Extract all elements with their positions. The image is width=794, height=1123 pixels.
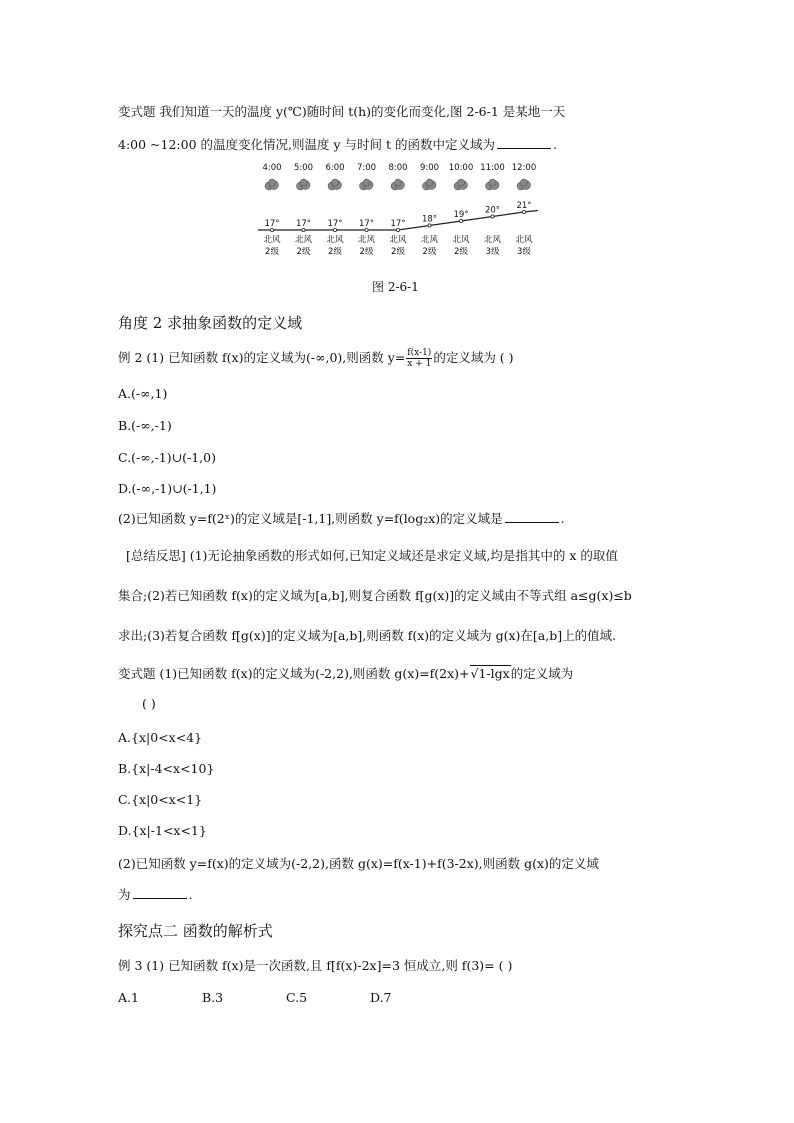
- cloud-icon: [486, 179, 500, 190]
- cloud-icon: [360, 179, 374, 190]
- fraction-numerator: f(x-1): [407, 348, 432, 358]
- time-label: 9:00: [419, 163, 440, 173]
- example2-choice-d[interactable]: D.(-∞,-1)∪(-1,1): [118, 481, 217, 496]
- variant2-choice-b[interactable]: B.{x|-4<x<10}: [118, 761, 215, 776]
- wind-direction-label: 北风: [294, 235, 313, 245]
- variant1-line2: [118, 136, 557, 153]
- time-label: 4:00: [262, 163, 282, 173]
- variant2-line1: [118, 666, 573, 682]
- cloud-icon: [391, 179, 405, 190]
- wind-direction-label: 北风: [263, 235, 281, 245]
- variant2-text-end: 的定义域为: [510, 666, 574, 681]
- time-label: 12:00: [511, 163, 537, 173]
- fraction-denominator: x + 1: [407, 359, 432, 369]
- wind-level-label: 2级: [359, 247, 374, 257]
- example2-choice-b[interactable]: B.(-∞,-1): [118, 418, 172, 433]
- variant2-paren: ( ): [142, 696, 156, 711]
- cloud-icon: [454, 179, 468, 190]
- example3-choice-c[interactable]: C.5: [286, 990, 308, 1005]
- example3-choice-b[interactable]: B.3: [202, 990, 224, 1005]
- wind-direction-label: 北风: [452, 235, 470, 245]
- example2-choice-a[interactable]: A.(-∞,1): [118, 386, 168, 401]
- temperature-label: 17°: [390, 219, 406, 229]
- wind-level-label: 2级: [422, 247, 437, 257]
- temperature-label: 17°: [295, 219, 312, 229]
- wind-level-label: 2级: [328, 247, 342, 257]
- example2-text: 例 2 (1) 已知函数 f(x)的定义域为(-∞,0),则函数 y=: [118, 350, 406, 365]
- wind-direction-label: 北风: [515, 235, 533, 245]
- reflection-line2: 集合;(2)若已知函数 f(x)的定义域为[a,b],则复合函数 f[g(x)]的定义域由不等式组 a≤g(x)≤b: [118, 588, 632, 603]
- example2-choice-c[interactable]: C.(-∞,-1)∪(-1,0): [118, 450, 216, 465]
- section-explore2-heading: 探究点二 函数的解析式: [118, 922, 273, 940]
- cloud-icon: [265, 179, 279, 190]
- temperature-label: 21°: [516, 201, 532, 211]
- answer-blank[interactable]: [133, 886, 187, 899]
- variant2-text: 变式题 (1)已知函数 f(x)的定义域为(-2,2),则函数 g(x)=f(2x)+: [118, 666, 470, 681]
- section-angle2-heading: 角度 2 求抽象函数的定义域: [118, 314, 303, 332]
- cloud-icon: [297, 179, 311, 190]
- variant1-line1: 变式题 我们知道一天的温度 y(℃)随时间 t(h)的变化而变化,图 2-6-1 是某地一天: [118, 104, 566, 119]
- cloud-icon: [328, 179, 342, 190]
- temperature-label: 17°: [358, 219, 375, 229]
- temperature-label: 19°: [453, 210, 469, 220]
- example3-text: 例 3 (1) 已知函数 f(x)是一次函数,且 f[f(x)-2x]=3 恒成立,则 f(3)= ( ): [118, 958, 513, 973]
- weather-figure: [255, 160, 540, 260]
- time-label: 7:00: [356, 163, 377, 173]
- example2-part2-text: (2)已知函数 y=f(2ˣ)的定义域是[-1,1],则函数 y=f(log₂x)的定义域是: [118, 511, 503, 526]
- period: .: [552, 137, 557, 152]
- temperature-label: 17°: [264, 219, 280, 229]
- variant2-choice-d[interactable]: D.{x|-1<x<1}: [118, 823, 207, 838]
- wind-level-label: 3级: [485, 247, 500, 257]
- wind-direction-label: 北风: [326, 235, 344, 245]
- cloud-icon: [423, 179, 437, 190]
- figure-caption: 图 2-6-1: [372, 280, 419, 294]
- temperature-label: 17°: [327, 219, 343, 229]
- example3-choice-a[interactable]: A.1: [118, 990, 139, 1005]
- wind-direction-label: 北风: [357, 235, 376, 245]
- reflection-line1: [总结反思] (1)无论抽象函数的形式如何,已知定义域还是求定义域,均是指其中的 x 的取值: [126, 548, 618, 563]
- time-label: 8:00: [388, 163, 408, 173]
- wind-level-label: 2级: [265, 247, 279, 257]
- time-label: 10:00: [448, 163, 474, 173]
- reflection-line3: 求出;(3)若复合函数 f[g(x)]的定义域为[a,b],则函数 f(x)的定义域为 g(x)在[a,b]上的值域.: [118, 628, 617, 643]
- period: .: [188, 887, 193, 902]
- wind-level-label: 2级: [391, 247, 405, 257]
- wind-level-label: 2级: [296, 247, 311, 257]
- wind-direction-label: 北风: [389, 235, 407, 245]
- cloud-icon: [517, 179, 531, 190]
- period: .: [560, 511, 565, 526]
- sqrt-expression: √1-lgx: [470, 666, 510, 681]
- sqrt-radicand: 1-lgx: [478, 666, 510, 681]
- variant2-part2-line1: (2)已知函数 y=f(x)的定义域为(-2,2),函数 g(x)=f(x-1)+f(3-2x),则函数 g(x)的定义域: [118, 856, 599, 871]
- answer-blank[interactable]: [505, 510, 559, 523]
- example2-text-end: 的定义域为 ( ): [433, 350, 514, 365]
- wind-direction-label: 北风: [483, 235, 502, 245]
- variant2-part2-line2: [118, 886, 193, 903]
- answer-blank[interactable]: [497, 136, 551, 149]
- time-label: 6:00: [325, 163, 345, 173]
- example2-part1: [118, 348, 514, 369]
- time-label: 5:00: [293, 163, 314, 173]
- example2-part2: [118, 510, 565, 527]
- wind-level-label: 3级: [517, 247, 531, 257]
- variant1-line2-text: 4:00 ~12:00 的温度变化情况,则温度 y 与时间 t 的函数中定义域为: [118, 137, 495, 152]
- example3-choice-d[interactable]: D.7: [370, 990, 392, 1005]
- variant2-choice-a[interactable]: A.{x|0<x<4}: [118, 730, 203, 745]
- temperature-label: 18°: [421, 214, 438, 225]
- variant2-choice-c[interactable]: C.{x|0<x<1}: [118, 792, 203, 807]
- fraction: [406, 348, 432, 369]
- time-label: 11:00: [480, 163, 505, 173]
- temperature-label: 20°: [484, 205, 501, 216]
- wind-direction-label: 北风: [420, 235, 439, 245]
- variant2-part2-text: 为: [118, 887, 131, 902]
- wind-level-label: 2级: [454, 247, 468, 257]
